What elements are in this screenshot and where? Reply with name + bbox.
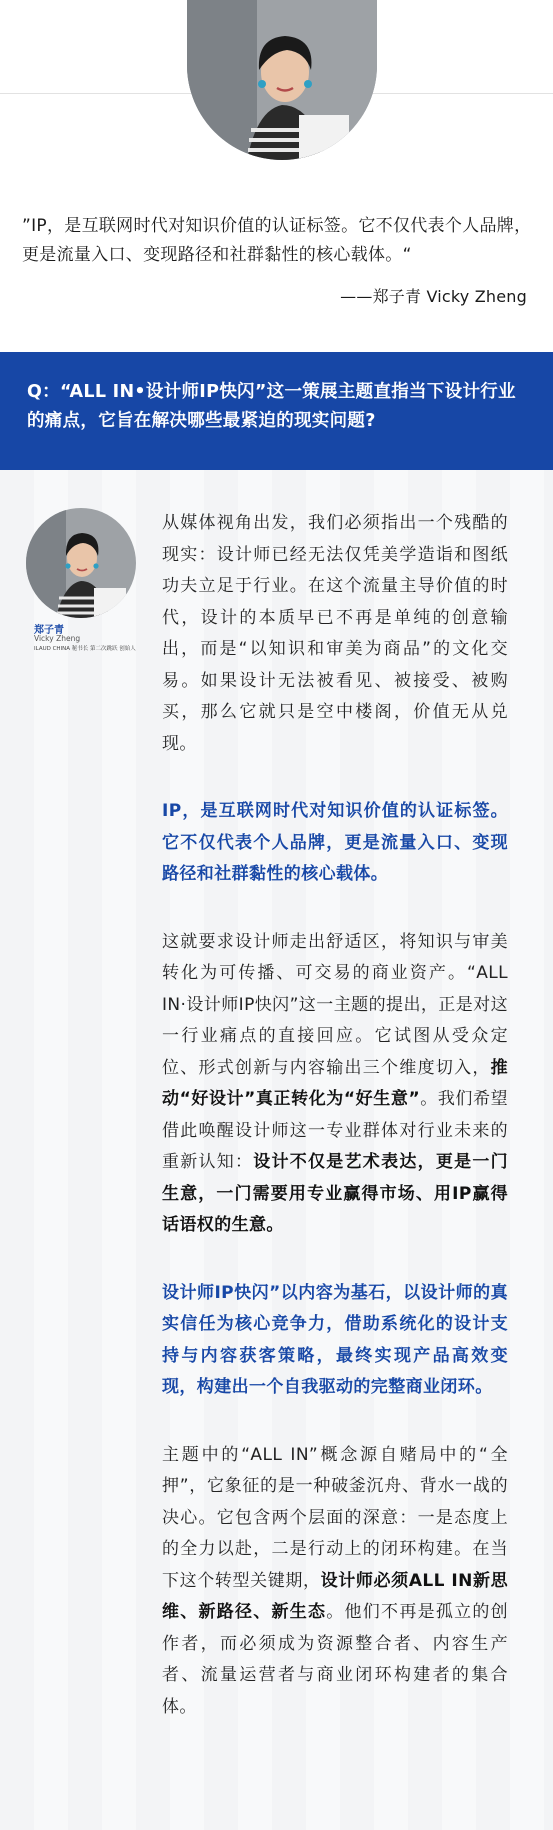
article-body — [162, 508, 508, 1723]
paragraph-3-text-a: 主题中的“ALL IN”概念源自赌局中的“全押”，它象征的是一种破釜沉舟、背水一战的决心。它包含两个层面的深意：一是态度上的全力以赴，二是行动上的闭环构建。在当下这个转型关键期， — [162, 1444, 508, 1591]
paragraph-2 — [162, 927, 508, 1242]
paragraph-3-text-b: 。他们不再是孤立的创作者，而必须成为资源整合者、内容生产者、流量运营者与商业闭环构建者的集合体。 — [162, 1602, 508, 1717]
header-section — [0, 0, 553, 352]
highlight-1: IP，是互联网时代对知识价值的认证标签。它不仅代表个人品牌，更是流量入口、变现路径和社群黏性的核心载体。 — [162, 801, 508, 884]
paragraph-2-bold-b: 设计不仅是艺术表达，更是一门生意，一门需要用专业赢得市场、用IP赢得话语权的生意。 — [162, 1152, 508, 1235]
hero-portrait — [187, 0, 377, 160]
paragraph-2-text-b: 。我们希望借此唤醒设计师这一专业群体对行业未来的重新认知： — [162, 1089, 509, 1172]
paragraph-1: 从媒体视角出发，我们必须指出一个残酷的现实：设计师已经无法仅凭美学造诣和图纸功夫立足于行业。在这个流量主导价值的时代，设计的本质早已不再是单纯的创意输出，而是“以知识和审美为商品”的文化交易。如果设计无法被看见、被接受、被购买，那么它就只是空中楼阁，价值无从兑现。 — [162, 513, 508, 754]
paragraph-3-bold: 设计师必须ALL IN新思维、新路径、新生态 — [162, 1570, 508, 1622]
paragraph-2-bold-a: 推动“好设计”真正转化为“好生意” — [162, 1057, 508, 1109]
speaker-avatar — [26, 508, 136, 618]
paragraph-3 — [162, 1440, 508, 1724]
speaker-name: 郑子青 — [34, 625, 64, 636]
question-banner — [0, 352, 553, 470]
paragraph-2-text-a: 这就要求设计师走出舒适区，将知识与审美转化为可传播、可交易的商业资产。“ALL IN·设计师IP快闪”这一主题的提出，正是对这一行业痛点的直接回应。它试图从受众定位、形式创新与内容输出三个维度切入， — [162, 931, 508, 1078]
quote-signature: ——郑子青 Vicky Zheng — [340, 287, 527, 306]
speaker-role: ILAUD CHINA 秘书长 第二次跳跃 创始人 — [34, 646, 136, 652]
speaker-name-en: Vicky Zheng — [34, 634, 81, 643]
pull-quote: ”IP，是互联网时代对知识价值的认证标签。它不仅代表个人品牌，更是流量入口、变现路径和社群黏性的核心载体。“ — [22, 216, 532, 265]
question-text: Q：“ALL IN•设计师IP快闪”这一策展主题直指当下设计行业的痛点，它旨在解决哪些最紧迫的现实问题? — [27, 382, 516, 431]
highlight-2: 设计师IP快闪”以内容为基石，以设计师的真实信任为核心竞争力，借助系统化的设计支持与内容获客策略，最终实现产品高效变现，构建出一个自我驱动的完整商业闭环。 — [162, 1282, 508, 1397]
